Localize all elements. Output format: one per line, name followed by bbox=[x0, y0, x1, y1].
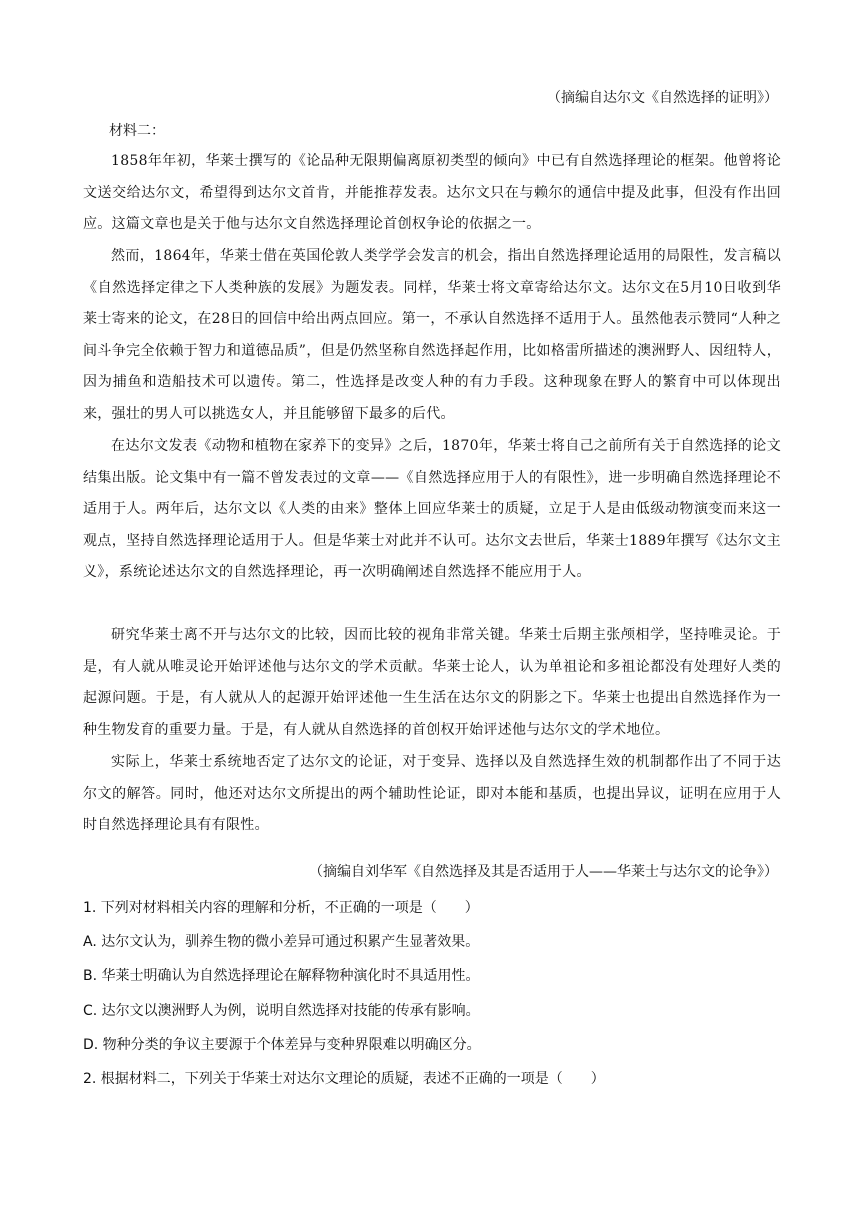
paragraph-4: 研究华莱士离不开与达尔文的比较，因而比较的视角非常关键。华莱士后期主张颅相学，坚持唯灵论。于是，有人就从唯灵论开始评述他与达尔文的学术贡献。华莱士论人，认为单祖论和多祖论都没有处理好人类的起源问题。于是，有人就从人的起源开始评述他一生生活在达尔文的阴影之下。华莱士也提出自然选择作为一种生物发育的重要力量。于是，有人就从自然选择的首创权开始评述他与达尔文的学术地位。 bbox=[83, 627, 781, 738]
question-1-option-c: C. 达尔文以澳洲野人为例，说明自然选择对技能的传承有影响。 bbox=[83, 1003, 480, 1019]
paragraph-3: 在达尔文发表《动物和植物在家养下的变异》之后，1870年，华莱士将自己之前所有关于自然选择的论文结集出版。论文集中有一篇不曾发表过的文章——《自然选择应用于人的有限性》，进一步明确自然选择理论不适用于人。两年后，达尔文以《人类的由来》整体上回应华莱士的质疑，立足于人是由低级动物演变而来这一观点，坚持自然选择理论适用于人。但是华莱士对此并不认可。达尔文去世后，华莱士1889年撰写《达尔文主义》，系统论述达尔文的自然选择理论，再一次明确阐述自然选择不能应用于人。 bbox=[83, 438, 781, 581]
question-1-option-b: B. 华莱士明确认为自然选择理论在解释物种演化时不具适用性。 bbox=[83, 968, 480, 984]
paragraph-1: 1858年年初，华莱士撰写的《论品种无限期偏离原初类型的倾向》中已有自然选择理论的框架。他曾将论文送交给达尔文，希望得到达尔文首肯，并能推荐发表。达尔文只在与赖尔的通信中提及此事，但没有作出回应。这篇文章也是关于他与达尔文自然选择理论首创权争论的依据之一。 bbox=[83, 153, 781, 233]
question-1-option-a: A. 达尔文认为，驯养生物的微小差异可通过积累产生显著效果。 bbox=[83, 934, 480, 950]
source-citation-2: （摘编自刘华军《自然选择及其是否适用于人——华莱士与达尔文的论争》） bbox=[309, 864, 778, 880]
material-2-label: 材料二： bbox=[109, 123, 165, 139]
paragraph-2: 然而，1864年，华莱士借在英国伦敦人类学学会发言的机会，指出自然选择理论适用的局限性，发言稿以《自然选择定律之下人类种族的发展》为题发表。同样，华莱士将文章寄给达尔文。达尔文在5月10日收到华莱士寄来的论文，在28日的回信中给出两点回应。第一，不承认自然选择不适用于人。虽然他表示赞同“人种之间斗争完全依赖于智力和道德品质”，但是仍然坚称自然选择起作用，比如格雷所描述的澳洲野人、因纽特人，因为捕鱼和造船技术可以遗传。第二，性选择是改变人种的有力手段。这种现象在野人的繁育中可以体现出来，强壮的男人可以挑选女人，并且能够留下最多的后代。 bbox=[83, 248, 781, 422]
source-citation-1: （摘编自达尔文《自然选择的证明》） bbox=[547, 90, 778, 106]
question-2-stem: 2. 根据材料二，下列关于华莱士对达尔文理论的质疑，表述不正确的一项是（ ） bbox=[83, 1071, 605, 1087]
question-1-stem: 1. 下列对材料相关内容的理解和分析，不正确的一项是（ ） bbox=[83, 900, 479, 916]
question-1-option-d: D. 物种分类的争议主要源于个体差异与变种界限难以明确区分。 bbox=[83, 1037, 481, 1053]
paragraph-5: 实际上，华莱士系统地否定了达尔文的论证，对于变异、选择以及自然选择生效的机制都作出了不同于达尔文的解答。同时，他还对达尔文所提出的两个辅助性论证，即对本能和基质，也提出异议，证明在应用于人时自然选择理论具有有限性。 bbox=[83, 754, 781, 834]
